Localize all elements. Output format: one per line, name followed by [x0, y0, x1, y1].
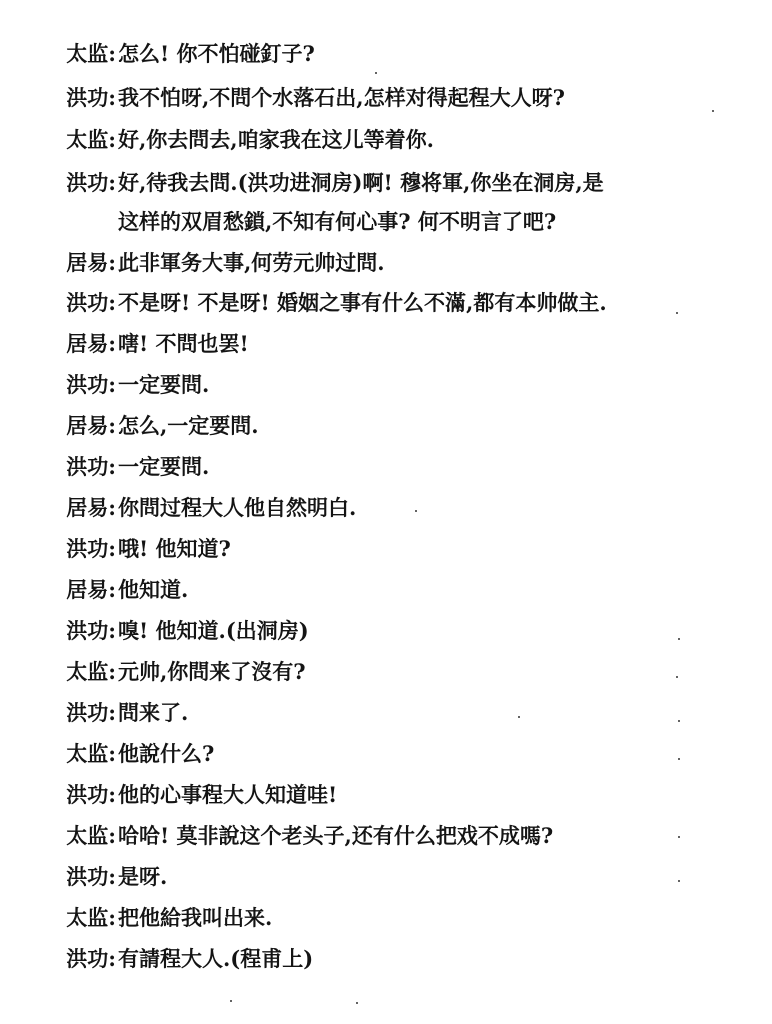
- speaker-name: 洪功:: [66, 454, 116, 479]
- speaker-name: 洪功:: [66, 85, 116, 110]
- dialogue-line: [40, 492, 740, 524]
- speaker-name: 居易:: [66, 413, 116, 438]
- speaker-name: 太监:: [66, 823, 116, 848]
- scan-speck: [518, 716, 520, 718]
- dialogue-text: 一定要問.: [118, 372, 210, 397]
- dialogue-line: [40, 861, 740, 893]
- scan-speck: [356, 1002, 358, 1004]
- scan-speck: [678, 638, 680, 640]
- speaker-name: 居易:: [66, 331, 116, 356]
- dialogue-text: 有請程大人.(程甫上): [118, 946, 314, 971]
- dialogue-line: [40, 369, 740, 401]
- dialogue-line: [40, 902, 740, 934]
- dialogue-text: 这样的双眉愁鎖,不知有何心事? 何不明言了吧?: [118, 209, 557, 234]
- scan-speck: [678, 880, 680, 882]
- speaker-name: 太监:: [66, 659, 116, 684]
- dialogue-text: 問来了.: [118, 700, 189, 725]
- dialogue-line: [40, 533, 740, 565]
- dialogue-text: 嗅! 他知道.(出洞房): [118, 618, 309, 643]
- scan-speck: [375, 72, 377, 74]
- dialogue-line: [40, 656, 740, 688]
- dialogue-line-continuation: [40, 206, 740, 238]
- scan-speck: [678, 836, 680, 838]
- dialogue-text: 我不怕呀,不問个水落石出,怎样对得起程大人呀?: [118, 85, 565, 110]
- dialogue-line: [40, 697, 740, 729]
- dialogue-line: [40, 574, 740, 606]
- speaker-name: 洪功:: [66, 946, 116, 971]
- dialogue-text: 好,你去問去,咱家我在这儿等着你.: [118, 127, 434, 152]
- scan-speck: [676, 312, 678, 314]
- speaker-name: 洪功:: [66, 170, 116, 195]
- dialogue-text: 元帅,你問来了沒有?: [118, 659, 306, 684]
- speaker-name: 太监:: [66, 127, 116, 152]
- dialogue-line: [40, 738, 740, 770]
- dialogue-text: 一定要問.: [118, 454, 210, 479]
- dialogue-text: 不是呀! 不是呀! 婚姻之事有什么不滿,都有本帅做主.: [118, 290, 607, 315]
- dialogue-text: 把他給我叫出来.: [118, 905, 273, 930]
- dialogue-line: [40, 247, 740, 279]
- scan-speck: [676, 676, 678, 678]
- scan-speck: [678, 720, 680, 722]
- dialogue-text: 他的心事程大人知道哇!: [118, 782, 338, 807]
- speaker-name: 太监:: [66, 905, 116, 930]
- dialogue-text: 怎么! 你不怕碰釘子?: [118, 41, 315, 66]
- dialogue-line: [40, 287, 740, 319]
- dialogue-line: [40, 615, 740, 647]
- dialogue-line: [40, 328, 740, 360]
- speaker-name: 洪功:: [66, 864, 116, 889]
- speaker-name: 居易:: [66, 495, 116, 520]
- speaker-name: 居易:: [66, 577, 116, 602]
- dialogue-line: [40, 943, 740, 975]
- speaker-name: 洪功:: [66, 372, 116, 397]
- speaker-name: 太监:: [66, 41, 116, 66]
- dialogue-text: 此非軍务大事,何劳元帅过問.: [118, 250, 385, 275]
- dialogue-text: 他知道.: [118, 577, 189, 602]
- dialogue-text: 怎么,一定要問.: [118, 413, 259, 438]
- dialogue-line: [40, 451, 740, 483]
- speaker-name: 洪功:: [66, 618, 116, 643]
- dialogue-text: 好,待我去問.(洪功进洞房)啊! 穆将軍,你坐在洞房,是: [118, 170, 604, 195]
- scan-speck: [712, 110, 714, 112]
- dialogue-text: 哦! 他知道?: [118, 536, 231, 561]
- dialogue-text: 哈哈! 莫非說这个老头子,还有什么把戏不成嗎?: [118, 823, 554, 848]
- scan-speck: [230, 1000, 232, 1002]
- speaker-name: 太监:: [66, 741, 116, 766]
- dialogue-line: [40, 124, 740, 156]
- speaker-name: 居易:: [66, 250, 116, 275]
- dialogue-line: [40, 167, 740, 199]
- dialogue-line: [40, 410, 740, 442]
- dialogue-line: [40, 820, 740, 852]
- dialogue-line: [40, 38, 740, 70]
- scan-speck: [678, 758, 680, 760]
- dialogue-text: 你問过程大人他自然明白.: [118, 495, 357, 520]
- scan-speck: [415, 510, 417, 512]
- speaker-name: 洪功:: [66, 536, 116, 561]
- speaker-name: 洪功:: [66, 290, 116, 315]
- dialogue-line: [40, 779, 740, 811]
- dialogue-line: [40, 82, 740, 114]
- speaker-name: 洪功:: [66, 782, 116, 807]
- dialogue-text: 他說什么?: [118, 741, 215, 766]
- dialogue-text: 是呀.: [118, 864, 168, 889]
- dialogue-text: 嗐! 不問也罢!: [118, 331, 249, 356]
- speaker-name: 洪功:: [66, 700, 116, 725]
